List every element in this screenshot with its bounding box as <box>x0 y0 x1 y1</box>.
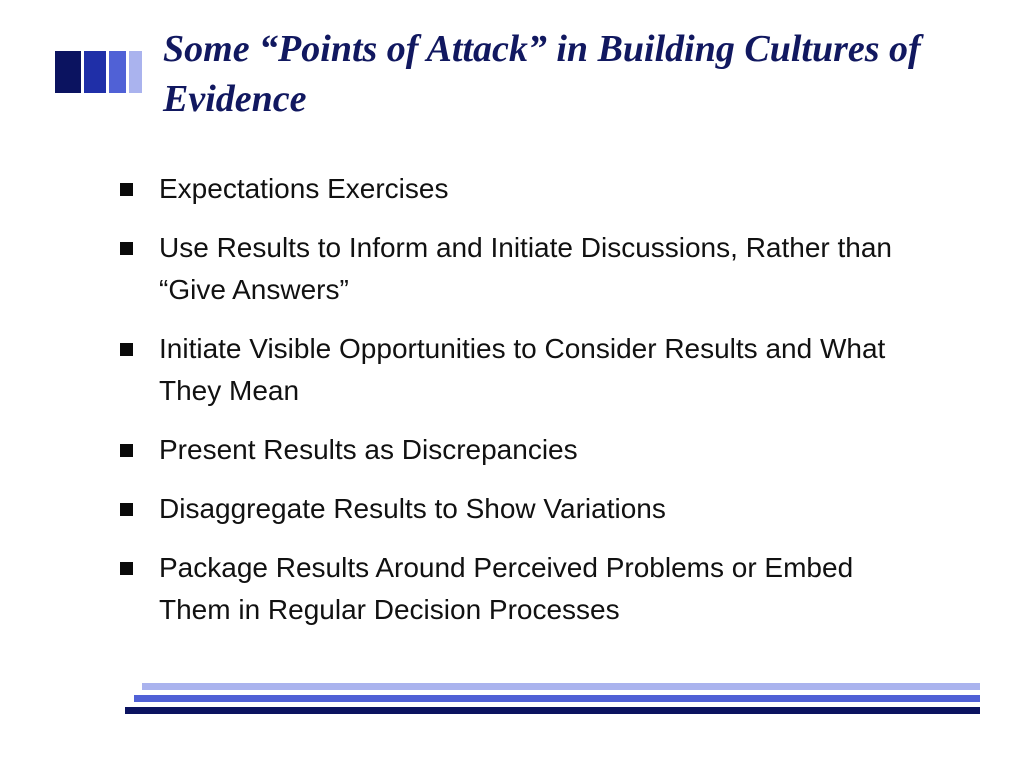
slide-title: Some “Points of Attack” in Building Cultures of Evidence <box>163 28 921 120</box>
square-bullet-icon <box>120 242 133 255</box>
bullet-text: Expectations Exercises <box>159 173 449 204</box>
decorative-rules-bottom <box>120 683 980 718</box>
square-bullet-icon <box>120 444 133 457</box>
decorative-bars-top <box>55 51 150 93</box>
bullet-item <box>118 547 918 631</box>
bullet-item <box>118 168 918 210</box>
bullet-item <box>118 227 918 311</box>
bullet-text: Disaggregate Results to Show Variations <box>159 493 666 524</box>
bullet-text: Package Results Around Perceived Problems or Embed Them in Regular Decision Processes <box>159 552 854 625</box>
decorative-rule <box>134 695 980 702</box>
decorative-rule <box>142 683 980 690</box>
square-bullet-icon <box>120 183 133 196</box>
bullet-text: Initiate Visible Opportunities to Consider Results and What They Mean <box>159 333 886 406</box>
square-bullet-icon <box>120 562 133 575</box>
bullet-text: Use Results to Inform and Initiate Discussions, Rather than “Give Answers” <box>159 232 893 305</box>
bullet-item <box>118 328 918 412</box>
bullet-item <box>118 429 918 471</box>
bullet-list <box>118 168 918 648</box>
decorative-bar <box>84 51 106 93</box>
decorative-rule <box>125 707 980 714</box>
bullet-item <box>118 488 918 530</box>
square-bullet-icon <box>120 343 133 356</box>
decorative-bar <box>109 51 126 93</box>
bullet-text: Present Results as Discrepancies <box>159 434 578 465</box>
square-bullet-icon <box>120 503 133 516</box>
decorative-bar <box>129 51 142 93</box>
decorative-bar <box>55 51 81 93</box>
